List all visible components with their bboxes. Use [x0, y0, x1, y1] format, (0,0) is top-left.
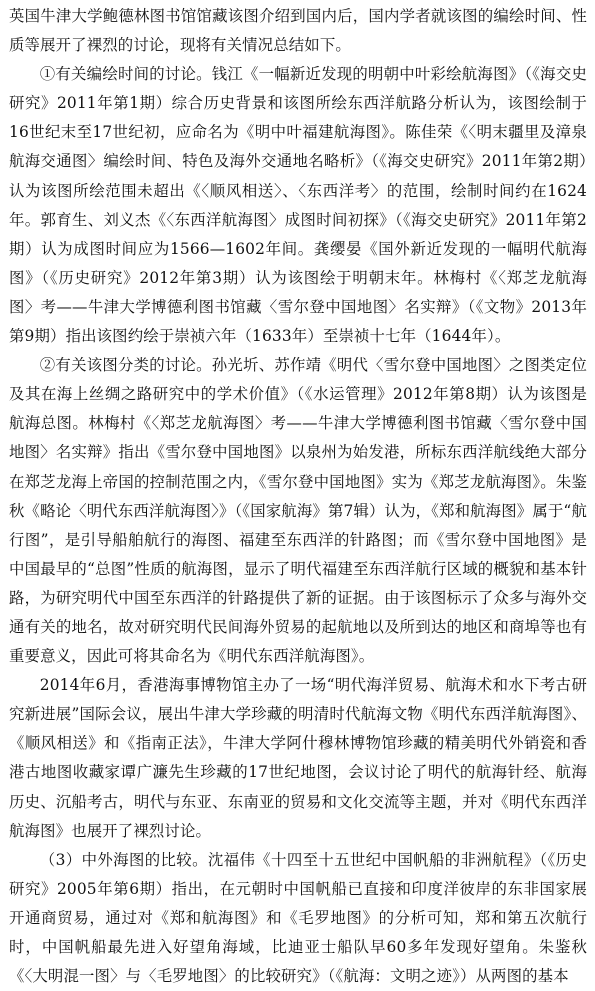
paragraph-compilation-time: ①有关编绘时间的讨论。钱江《一幅新近发现的明朝中叶彩绘航海图》（《海交史研究》2011年第1期）综合历史背景和该图所绘东西洋航路分析认为，该图绘制于16世纪末至17世纪初，应命名为《明中叶福建航海图》。陈佳荣《〈明末疆里及漳泉航海交通图〉编绘时间、特色及海外交通地名略析》（《海交史研究》2011年第2期）认为该图所绘范围未超出《〈顺风相送〉、〈东西洋考〉的范围，绘制时间约在1624年。郭育生、刘义杰《〈东西洋航海图〉成图时间初探》（《海交史研究》2011年第2期）认为成图时间应为1566—1602年间。龚缨晏《国外新近发现的一幅明代航海图》（《历史研究》2012年第3期）认为该图绘于明朝末年。林梅村《〈郑芝龙航海图〉考——牛津大学博德利图书馆藏〈雪尔登中国地图〉名实辩》（《文物》2013年第9期）指出该图约绘于崇祯六年（1633年）至崇祯十七年（1644年）。	[9, 65, 587, 346]
paragraph-hong-kong-conference: 2014年6月，香港海事博物馆主办了一场“明代海洋贸易、航海术和水下考古研究新进展”国际会议，展出牛津大学珍藏的明清时代航海文物《明代东西洋航海图》、《顺风相送》和《指南正法》，牛津大学阿什穆林博物馆珍藏的精美明代外销瓷和香港古地图收藏家谭广濂先生珍藏的17世纪地图，会议讨论了明代的航海针经、航海历史、沉船考古，明代与东亚、东南亚的贸易和文化交流等主题，并对《明代东西洋航海图》也展开了裸烈讨论。	[9, 676, 587, 840]
paragraph-intro: 英国牛津大学鲍德林图书馆馆藏该图介绍到国内后，国内学者就该图的编绘时间、性质等展开了裸烈的讨论，现将有关情况总结如下。	[9, 7, 587, 55]
paragraph-map-classification: ②有关该图分类的讨论。孙光圻、苏作靖《明代〈雪尔登中国地图〉之图类定位及其在海上丝绸之路研究中的学术价值》（《水运管理》2012年第8期）认为该图是航海总图。林梅村《〈郑芝龙航海图〉考——牛津大学博德利图书馆藏〈雪尔登中国地图〉名实辩》指出《雪尔登中国地图》以泉州为始发港，所标东西洋航线绝大部分在郑芝龙海上帝国的控制范围之内，《雪尔登中国地图》实为《郑芝龙航海图》。朱鉴秋《略论〈明代东西洋航海图〉》（《国家航海》第7辑）认为，《郑和航海图》属于“航行图”，是引导船舶航行的海图、福建至东西洋的针路图；而《雪尔登中国地图》是中国最早的“总图”性质的航海图，显示了明代福建至东西洋航行区域的概貌和基本针路，为研究明代中国至东西洋的针路提供了新的证据。由于该图标示了众多与海外交通有关的地名，故对研究明代民间海外贸易的起航地以及所到达的地区和商埠等也有重要意义，因此可将其命名为《明代东西洋航海图》。	[9, 356, 587, 666]
paragraph-chart-comparison: （3）中外海图的比较。沈福伟《十四至十五世纪中国帆船的非洲航程》（《历史研究》2005年第6期）指出，在元朝时中国帆船已直接和印度洋彼岸的东非国家展开通商贸易，通过对《郑和航海图》和《毛罗地图》的分析可知，郑和第五次航行时，中国帆船最先进入好望角海域，比迪亚士船队早60多年发现好望角。朱鉴秋《〈大明混一图〉与〈毛罗地图〉的比较研究》（《航海：文明之迹》）从两图的基本	[9, 850, 587, 986]
